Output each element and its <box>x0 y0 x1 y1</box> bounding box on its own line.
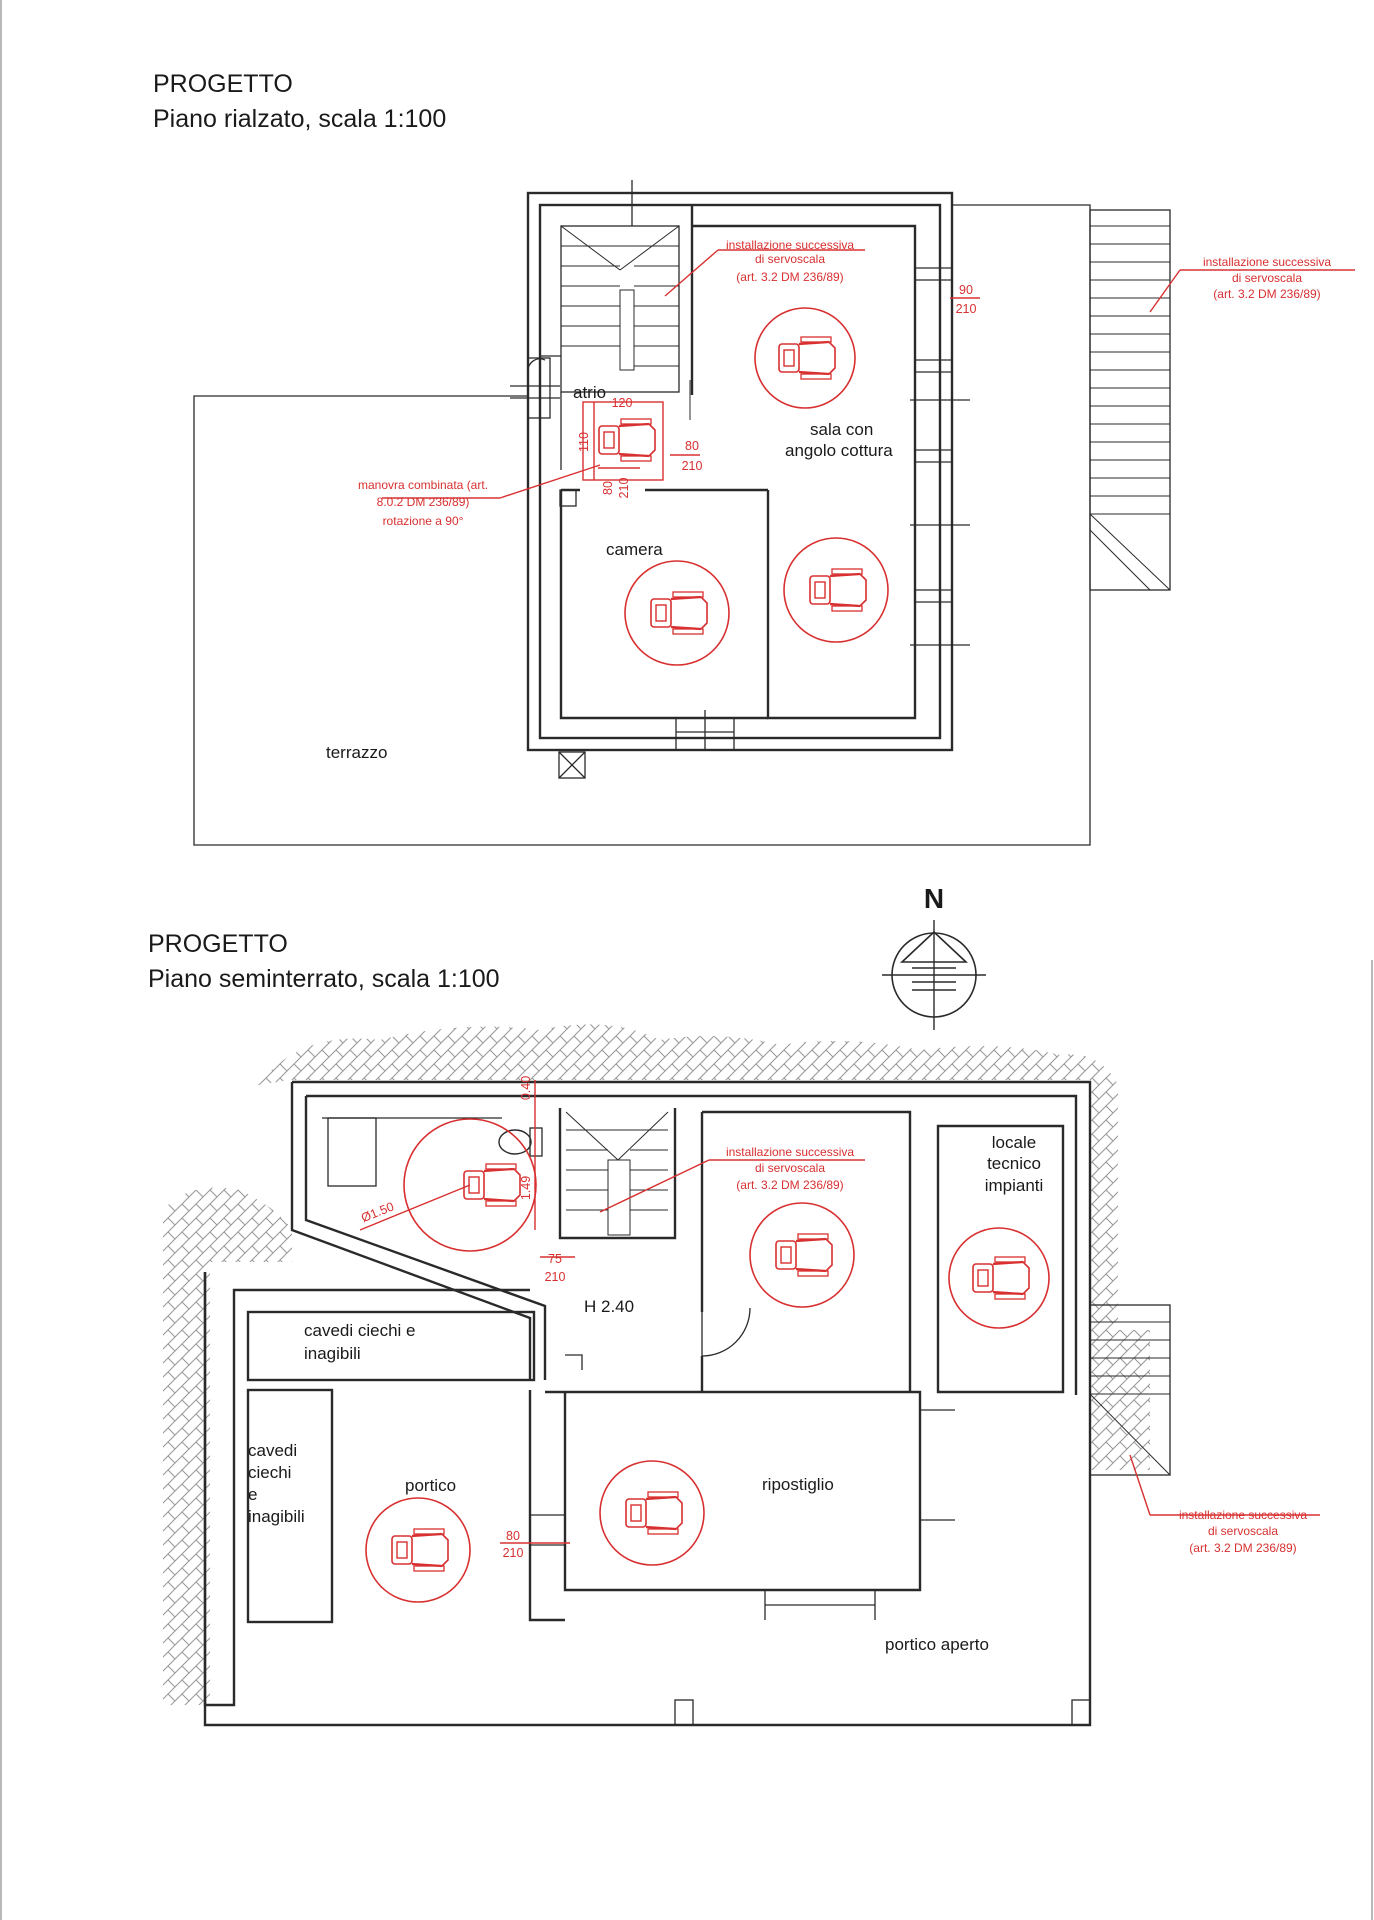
dim-040: 0.40 <box>519 1075 533 1101</box>
dim-149: 1.49 <box>519 1175 533 1201</box>
room-ripostiglio: ripostiglio <box>762 1475 834 1494</box>
dim-210b: 210 <box>681 459 703 473</box>
note-servoscala-ext-3: (art. 3.2 DM 236/89) <box>1213 287 1321 301</box>
upper-entrance <box>510 358 560 418</box>
dim-210a: 210 <box>544 1270 566 1284</box>
dim-80: 80 <box>685 439 699 453</box>
lower-note-ext-3: (art. 3.2 DM 236/89) <box>1189 1541 1297 1555</box>
room-cavedi-h-2: inagibili <box>304 1344 361 1363</box>
dim-80-lower: 80 <box>506 1529 520 1543</box>
upper-pillar <box>560 490 576 506</box>
wheelchair-camera <box>625 561 729 665</box>
dim-210b: 210 <box>502 1546 524 1560</box>
dim-150: Ø1.50 <box>359 1199 396 1226</box>
dim-75: 75 <box>548 1252 562 1266</box>
room-cavedi-h-1: cavedi ciechi e <box>304 1321 416 1340</box>
lower-note-int-2: di servoscala <box>754 1161 826 1175</box>
room-cavedi-v-2: ciechi <box>248 1463 292 1482</box>
dim-210v: 210 <box>617 477 631 499</box>
north-label: N <box>923 883 945 914</box>
room-locale-1: locale <box>991 1133 1037 1152</box>
lower-plan <box>148 930 1320 1725</box>
ext-stair-upper-treads <box>1090 226 1170 590</box>
north-arrow <box>882 883 986 1030</box>
note-manovra-2: 8.0.2 DM 236/89) <box>376 495 470 509</box>
room-terrazzo: terrazzo <box>326 743 388 762</box>
upper-drain-cross <box>559 752 585 778</box>
room-cavedi-v-3: e <box>248 1485 258 1504</box>
lower-title-1: PROGETTO <box>148 930 288 958</box>
room-sala-1: sala con <box>810 420 874 439</box>
dim-210a: 210 <box>955 302 977 316</box>
room-locale-3: impianti <box>984 1176 1044 1195</box>
room-sala-2: angolo cottura <box>785 441 893 460</box>
note-manovra-3: rotazione a 90° <box>382 514 464 528</box>
room-portico: portico <box>405 1476 457 1495</box>
room-cavedi-v-1: cavedi <box>248 1441 298 1460</box>
lower-note-int-1: installazione successiva <box>725 1145 855 1159</box>
dim-120: 120 <box>611 396 633 410</box>
upper-bottom-window <box>676 710 734 750</box>
room-cavedi-v-4: inagibili <box>248 1507 305 1526</box>
lower-note-ext-2: di servoscala <box>1207 1524 1279 1538</box>
room-h240: H 2.40 <box>584 1297 635 1316</box>
lower-note-ext-1: installazione successiva <box>1178 1508 1308 1522</box>
upper-plan <box>153 70 1355 845</box>
upper-title-2: Piano rialzato, scala 1:100 <box>153 105 447 133</box>
note-servoscala-int-3: (art. 3.2 DM 236/89) <box>736 270 844 284</box>
upper-title-1: PROGETTO <box>153 70 293 98</box>
upper-top-window <box>586 180 677 226</box>
room-locale-2: tecnico <box>987 1154 1041 1173</box>
note-servoscala-ext-2: di servoscala <box>1231 271 1303 285</box>
note-servoscala-ext-1: installazione successiva <box>1202 255 1332 269</box>
room-atrio: atrio <box>573 383 607 402</box>
dim-80v: 80 <box>601 481 615 495</box>
note-servoscala-int-1: installazione successiva <box>725 238 855 252</box>
upper-outer-wall-inner <box>540 205 940 738</box>
lower-note-int-3: (art. 3.2 DM 236/89) <box>736 1178 844 1192</box>
ext-stair-upper <box>1090 210 1170 590</box>
camera-walls <box>561 490 768 718</box>
room-portico-aperto: portico aperto <box>885 1635 989 1654</box>
lower-title-2: Piano seminterrato, scala 1:100 <box>148 965 500 993</box>
dim-90: 90 <box>959 283 973 297</box>
note-servoscala-int-2: di servoscala <box>754 252 826 266</box>
note-manovra-1: manovra combinata (art. <box>357 478 489 492</box>
room-camera: camera <box>606 540 663 559</box>
wheelchair-sala-bottom <box>784 538 888 642</box>
wheelchair-sala-top <box>755 308 855 408</box>
dim-110: 110 <box>577 432 591 452</box>
